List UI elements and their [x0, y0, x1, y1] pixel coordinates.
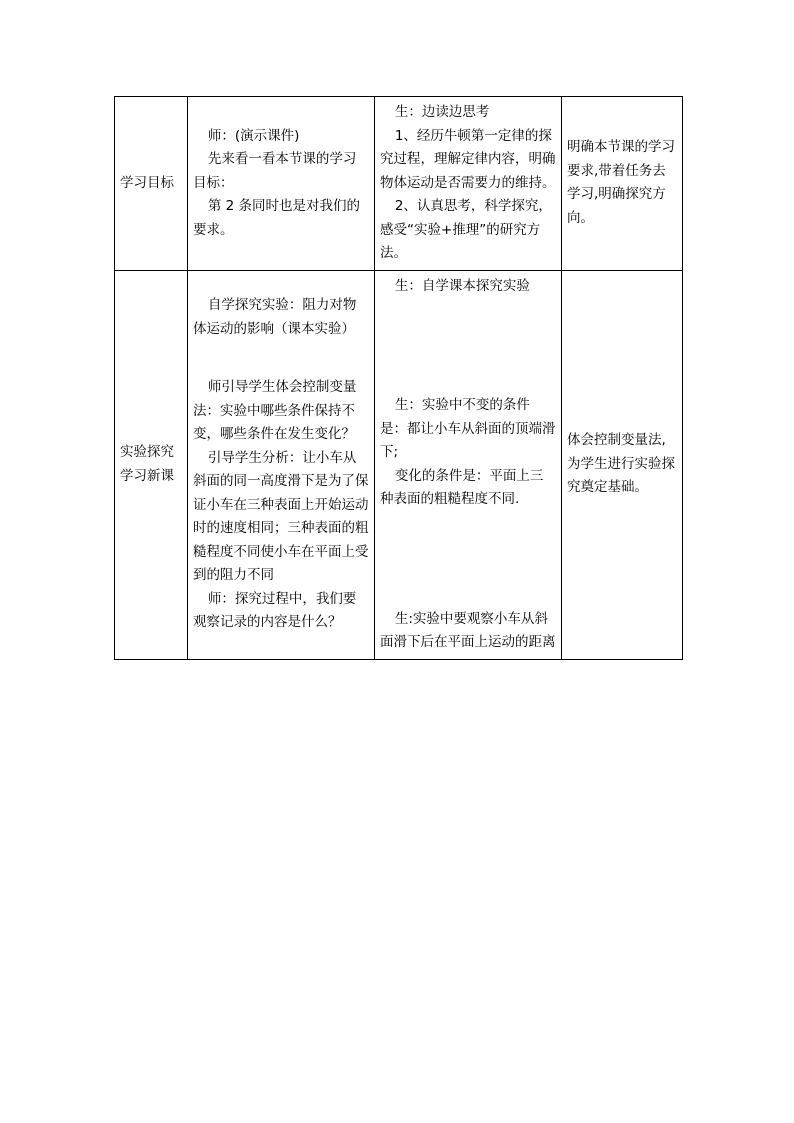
- student-line: 生:实验中要观察小车从斜面滑下后在平面上运动的距离: [380, 610, 556, 650]
- design-intent: 体会控制变量法,为学生进行实验探究奠定基础。: [562, 270, 683, 659]
- student-activity: [375, 97, 562, 271]
- teacher-line: 第 2 条同时也是对我们的要求。: [193, 198, 361, 238]
- student-line: 生：自学课本探究实验: [394, 277, 530, 294]
- table-row: [115, 97, 683, 271]
- student-line: 生：实验中不变的条件是：都让小车从斜面的顶端滑下;: [380, 397, 556, 460]
- student-line: 生：边读边思考: [394, 104, 490, 120]
- teacher-activity: [188, 270, 375, 659]
- teacher-line: 师：探究过程中，我们要观察记录的内容是什么？: [193, 590, 357, 631]
- teacher-line: 自学探究实验：阻力对物体运动的影响（课本实验）: [193, 297, 357, 337]
- student-line: 变化的条件是：平面上三种表面的粗糙程度不同.: [380, 467, 544, 507]
- teacher-line: 先来看一看本节课的学习目标：: [193, 151, 357, 191]
- teacher-line: 师：(演示课件): [207, 127, 300, 144]
- teacher-line: 引导学生分析：让小车从斜面的同一高度滑下是为了保证小车在三种表面上开始运动时的速度相同；三种表面的粗糙程度不同使小车在平面上受到的阻力不同: [193, 449, 369, 584]
- student-activity: [375, 270, 562, 659]
- stage-label: 实验探究学习新课: [115, 270, 188, 659]
- student-line: 2、认真思考，科学探究，感受“实验+推理”的研究方法。: [380, 198, 552, 261]
- teacher-line: 师引导学生体会控制变量法：实验中哪些条件保持不变，哪些条件在发生变化？: [193, 379, 357, 443]
- lesson-plan-table: [114, 96, 683, 660]
- stage-label: 学习目标: [115, 97, 188, 271]
- table-row: [115, 270, 683, 659]
- design-intent: 明确本节课的学习要求,带着任务去学习,明确探究方向。: [562, 97, 683, 271]
- student-line: 1、经历牛顿第一定律的探究过程，理解定律内容，明确物体运动是否需要力的维持。: [380, 127, 556, 191]
- teacher-activity: [188, 97, 375, 271]
